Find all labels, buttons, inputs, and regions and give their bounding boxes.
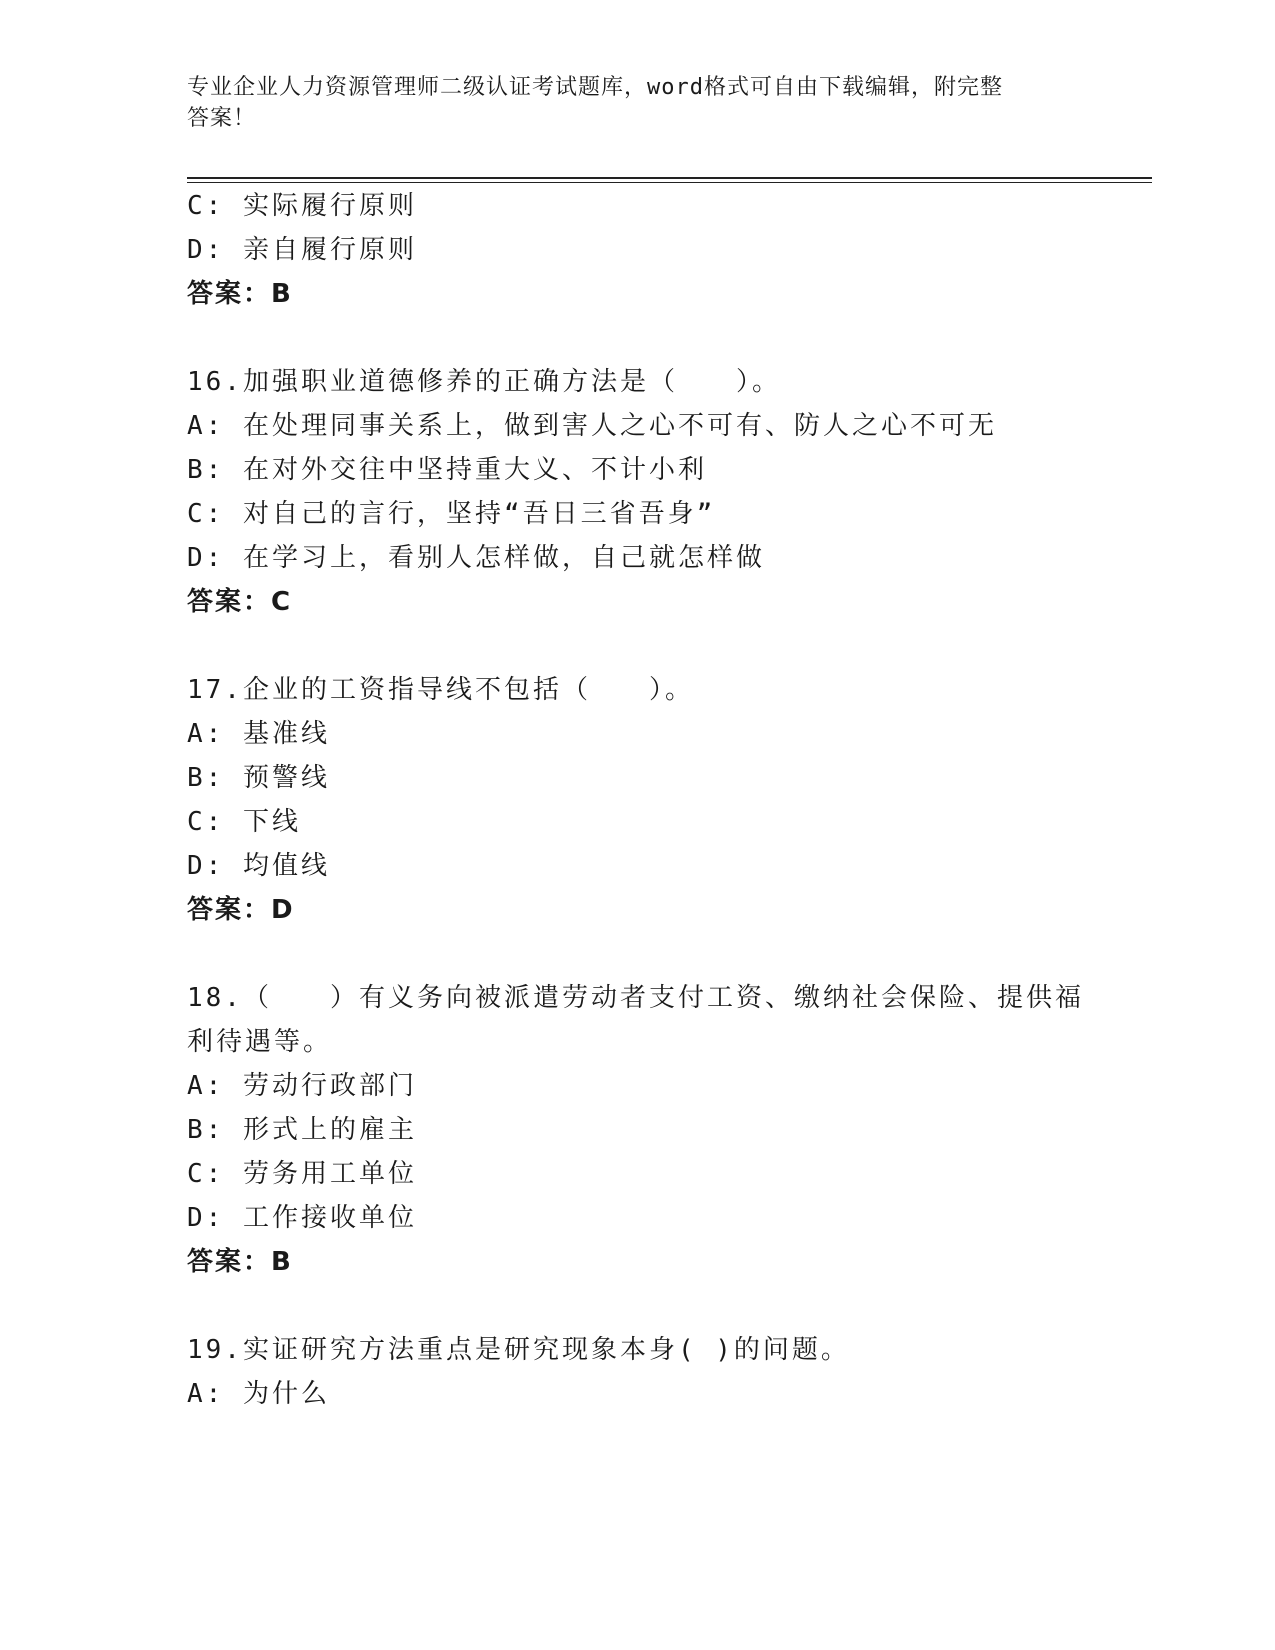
question-17-option-c: C: 下线 xyxy=(187,807,301,837)
question-16-option-d: D: 在学习上，看别人怎样做，自己就怎样做 xyxy=(187,543,765,573)
question-16-answer: 答案：C xyxy=(187,587,293,617)
question-16-option-b: B: 在对外交往中坚持重大义、不计小利 xyxy=(187,455,707,485)
question-17-stem: 17.企业的工资指导线不包括（ ）。 xyxy=(187,675,694,705)
answer-line: 答案：B xyxy=(187,279,293,309)
document-header xyxy=(187,72,1067,134)
header-divider xyxy=(187,177,1152,179)
question-18-stem-line-2: 利待遇等。 xyxy=(187,1027,333,1057)
question-18-option-d: D: 工作接收单位 xyxy=(187,1203,417,1233)
question-17-option-b: B: 预警线 xyxy=(187,763,330,793)
question-18-option-a: A: 劳动行政部门 xyxy=(187,1071,417,1101)
question-18-answer: 答案：B xyxy=(187,1247,293,1277)
question-19-option-a: A: 为什么 xyxy=(187,1379,330,1409)
question-17-option-a: A: 基准线 xyxy=(187,719,330,749)
question-17-answer: 答案：D xyxy=(187,895,295,925)
question-17-option-d: D: 均值线 xyxy=(187,851,330,881)
question-18-option-b: B: 形式上的雇主 xyxy=(187,1115,417,1145)
question-16-option-c: C: 对自己的言行，坚持“吾日三省吾身” xyxy=(187,499,716,529)
question-19-stem: 19.实证研究方法重点是研究现象本身( )的问题。 xyxy=(187,1335,850,1365)
header-line-2: 答案！ xyxy=(187,106,257,131)
option-c: C: 实际履行原则 xyxy=(187,191,417,221)
question-18-option-c: C: 劳务用工单位 xyxy=(187,1159,417,1189)
header-divider-thin xyxy=(187,182,1152,183)
question-16-option-a: A: 在处理同事关系上，做到害人之心不可有、防人之心不可无 xyxy=(187,411,997,441)
header-line-1: 专业企业人力资源管理师二级认证考试题库，word格式可自由下载编辑，附完整 xyxy=(187,75,1003,100)
question-18-stem-line-1: 18.（ ）有义务向被派遣劳动者支付工资、缴纳社会保险、提供福 xyxy=(187,983,1084,1013)
question-16-stem: 16.加强职业道德修养的正确方法是（ ）。 xyxy=(187,367,781,397)
option-d: D: 亲自履行原则 xyxy=(187,235,417,265)
